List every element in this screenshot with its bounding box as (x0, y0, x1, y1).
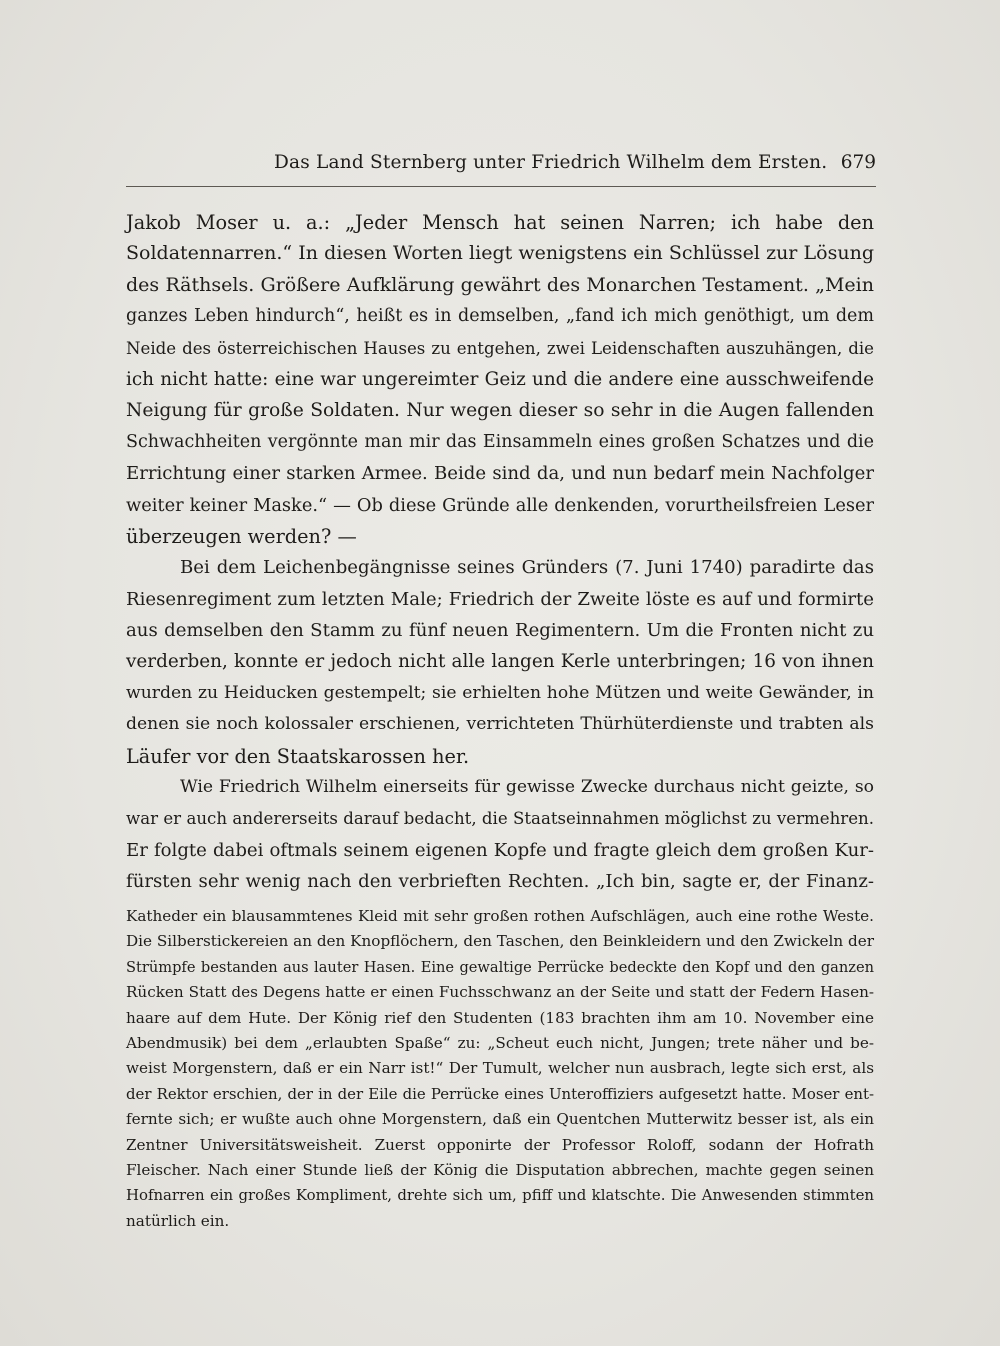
header-title: Das Land Sternberg unter Friedrich Wilhelm dem Ersten. (274, 152, 828, 173)
header-rule (126, 186, 876, 187)
text-line: Jakob Moser u. a.: „Jeder Mensch hat seinen Narren; ich habe den (126, 211, 874, 234)
footnote-line: fernte sich; er wußte auch ohne Morgenstern, daß ein Quentchen Mutterwitz besser ist, als ein (126, 1110, 874, 1129)
text-line: Bei dem Leichenbegängnisse seines Gründers (7. Juni 1740) paradirte das (180, 557, 874, 579)
footnote-line: Zentner Universitätsweisheit. Zuerst opponirte der Professor Roloff, sodann der Hofrath (126, 1135, 874, 1154)
text-line: Riesenregiment zum letzten Male; Friedrich der Zweite löste es auf und formirte (126, 588, 874, 610)
footnote-line: Strümpfe bestanden aus lauter Hasen. Eine gewaltige Perrücke bedeckte den Kopf und den ganzen (126, 958, 874, 976)
running-header (126, 152, 876, 182)
page-number: 679 (840, 152, 876, 173)
text-line: überzeugen werden? — (126, 524, 357, 548)
text-line: aus demselben den Stamm zu fünf neuen Regimentern. Um die Fronten nicht zu (126, 620, 874, 642)
text-line: fürsten sehr wenig nach den verbrieften Rechten. „Ich bin, sagte er, der Finanz- (126, 871, 874, 893)
text-line: des Räthsels. Größere Aufklärung gewährt des Monarchen Testament. „Mein (126, 273, 874, 296)
footnote (126, 904, 874, 1234)
footnote-line: Katheder ein blausammtenes Kleid mit sehr großen rothen Aufschlägen, auch eine rothe Weste. (126, 907, 874, 925)
footnote-line: Rücken Statt des Degens hatte er einen Fuchsschwanz an der Seite und statt der Federn Hasen- (126, 983, 874, 1002)
text-line: weiter keiner Maske.“ — Ob diese Gründe alle denkenden, vorurtheilsfreien Leser (126, 494, 874, 516)
text-line: Soldatennarren.“ In diesen Worten liegt wenigstens ein Schlüssel zur Lösung (126, 242, 874, 265)
text-line: Errichtung einer starken Armee. Beide sind da, und nun bedarf mein Nachfolger (126, 463, 874, 485)
footnote-line: der Rektor erschien, der in der Eile die Perrücke eines Unteroffiziers aufgesetzt hatte. Moser ent- (126, 1084, 874, 1103)
footnote-line: natürlich ein. (126, 1211, 230, 1230)
footnote-line: Abendmusik) bei dem „erlaubten Spaße“ zu: „Scheut euch nicht, Jungen; trete näher und be- (126, 1033, 874, 1052)
text-line: Schwachheiten vergönnte man mir das Einsammeln eines großen Schatzes und die (126, 431, 874, 452)
footnote-line: Die Silberstickereien an den Knopflöchern, den Taschen, den Beinkleidern und den Zwickeln der (126, 932, 874, 951)
text-line: ganzes Leben hindurch“, heißt es in demselben, „fand ich mich genöthigt, um dem (126, 306, 874, 327)
text-line: Neide des österreichischen Hauses zu entgehen, zwei Leidenschaften auszuhängen, die (126, 338, 874, 358)
text-line: Wie Friedrich Wilhelm einerseits für gewisse Zwecke durchaus nicht geizte, so (180, 777, 874, 798)
footnote-line: Fleischer. Nach einer Stunde ließ der König die Disputation abbrechen, machte gegen seinen (126, 1160, 874, 1179)
footnote-line: weist Morgenstern, daß er ein Narr ist!“ Der Tumult, welcher nun ausbrach, legte sich erst, als (126, 1059, 874, 1078)
footnote-line: Hofnarren ein großes Kompliment, drehte sich um, pfiff und klatschte. Die Anwesenden stimmten (126, 1186, 874, 1205)
text-line: Er folgte dabei oftmals seinem eigenen Kopfe und fragte gleich dem großen Kur- (126, 839, 874, 861)
text-line: war er auch andererseits darauf bedacht, die Staatseinnahmen möglichst zu vermehren. (126, 809, 874, 829)
main-text (126, 207, 874, 898)
text-line: denen sie noch kolossaler erschienen, verrichteten Thürhüterdienste und trabten als (126, 714, 874, 735)
text-line: Läufer vor den Staatskarossen her. (126, 744, 470, 768)
footnote-line: haare auf dem Hute. Der König rief den Studenten (183 brachten ihm am 10. November eine (126, 1008, 874, 1027)
text-line: ich nicht hatte: eine war ungereimter Geiz und die andere eine ausschweifende (126, 368, 874, 390)
text-line: Neigung für große Soldaten. Nur wegen dieser so sehr in die Augen fallenden (126, 400, 874, 422)
text-line: wurden zu Heiducken gestempelt; sie erhielten hohe Mützen und weite Gewänder, in (126, 682, 874, 703)
text-line: verderben, konnte er jedoch nicht alle langen Kerle unterbringen; 16 von ihnen (126, 651, 874, 673)
